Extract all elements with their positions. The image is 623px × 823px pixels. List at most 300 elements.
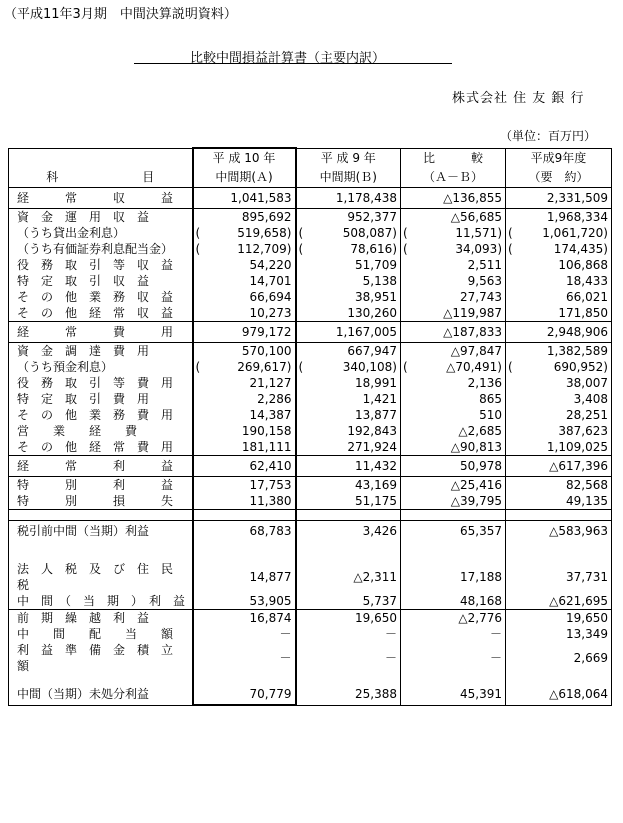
table-row: [9, 322, 612, 343]
value-col-diff-text: 50,978: [460, 459, 502, 473]
value-col-diff: [401, 626, 506, 642]
value-col-a: [193, 477, 296, 494]
value-col-year-text: 2,948,906: [546, 325, 608, 339]
col-b-header-line2: 中間期(Ｂ): [296, 168, 401, 188]
value-col-diff: [401, 561, 506, 593]
value-col-diff-text: △70,491): [446, 360, 502, 374]
row-label: [9, 225, 193, 241]
value-col-year-text: △618,064: [549, 687, 608, 702]
value-col-a: [193, 209, 296, 226]
value-col-b-text: 11,432: [355, 459, 397, 473]
value-col-a-text: 181,111: [241, 440, 292, 454]
open-paren: (: [298, 226, 304, 240]
value-col-a: [193, 343, 296, 360]
income-statement-table: [8, 147, 612, 706]
open-paren: (: [195, 226, 201, 240]
value-col-b: [296, 241, 401, 257]
value-col-diff-text: 45,391: [460, 687, 502, 702]
value-col-year-text: 37,731: [566, 570, 608, 584]
value-col-year: [506, 209, 612, 226]
value-col-diff: [401, 359, 506, 375]
row-spacer: [9, 551, 612, 561]
value-col-a: [193, 642, 296, 674]
row-label: [9, 626, 193, 642]
value-col-diff: [401, 305, 506, 322]
value-col-a: [193, 626, 296, 642]
row-label-text: 特 別 損 失: [17, 494, 174, 508]
value-col-diff: [401, 493, 506, 510]
value-col-year-text: 66,021: [566, 290, 608, 304]
row-label: [9, 209, 193, 226]
company-name: 株式会社 住 友 銀 行: [452, 91, 585, 106]
value-col-diff-text: △136,855: [443, 191, 502, 205]
row-label-text: （うち有価証券利息配当金）: [17, 242, 174, 256]
value-col-b: [296, 561, 401, 593]
value-col-b: [296, 593, 401, 610]
row-label: [9, 684, 193, 705]
value-col-year: [506, 439, 612, 456]
value-col-diff-text: △2,776: [458, 611, 502, 625]
value-col-a: [193, 289, 296, 305]
table-row: [9, 273, 612, 289]
table-row: [9, 407, 612, 423]
value-col-a: [193, 359, 296, 375]
table-row: [9, 626, 612, 642]
value-col-diff-text: 2,511: [467, 258, 502, 272]
table-row: [9, 439, 612, 456]
value-col-b: [296, 257, 401, 273]
value-col-a: [193, 521, 296, 542]
value-col-year: [506, 343, 612, 360]
table-row: [9, 225, 612, 241]
open-paren: (: [403, 360, 408, 374]
value-col-b-text: 5,737: [362, 594, 397, 608]
value-col-a-text: 14,387: [249, 408, 292, 422]
value-col-a: [193, 188, 296, 209]
col-year-header-line1: 平成9年度: [506, 148, 612, 168]
value-col-a-text: 11,380: [249, 494, 292, 508]
table-row: [9, 188, 612, 209]
value-col-b: [296, 289, 401, 305]
value-col-year: [506, 456, 612, 477]
open-paren: (: [195, 242, 201, 256]
value-col-year-text: 13,349: [566, 627, 608, 641]
row-label: [9, 439, 193, 456]
value-col-a: [193, 456, 296, 477]
value-col-diff-text: △90,813: [450, 440, 502, 454]
value-col-a: [193, 593, 296, 610]
value-col-b: [296, 521, 401, 542]
value-col-a: [193, 407, 296, 423]
value-col-b: [296, 477, 401, 494]
value-col-a: [193, 439, 296, 456]
value-col-b: [296, 642, 401, 674]
value-col-diff-text: －: [489, 627, 502, 641]
value-col-year-text: 387,623: [558, 424, 608, 438]
value-col-b-text: 952,377: [347, 210, 397, 224]
value-col-a-text: 16,874: [249, 611, 292, 625]
value-col-b-text: 18,991: [355, 376, 397, 390]
value-col-year: [506, 593, 612, 610]
document-title: 比較中間損益計算書（主要内訳）: [190, 51, 386, 66]
value-col-diff: [401, 521, 506, 542]
value-col-diff: [401, 456, 506, 477]
value-col-a-text: 895,692: [241, 210, 292, 224]
row-label-text: 役 務 取 引 等 収 益: [17, 258, 174, 272]
value-col-a-text: 62,410: [249, 459, 292, 473]
row-label-text: （うち貸出金利息）: [17, 226, 126, 240]
value-col-diff: [401, 477, 506, 494]
value-col-a-text: 53,905: [249, 594, 292, 608]
value-col-year-text: △583,963: [549, 524, 608, 538]
value-col-a-text: 14,701: [249, 274, 292, 288]
value-col-year-text: 690,952): [553, 360, 608, 374]
row-label-text: 特 定 取 引 収 益: [17, 274, 150, 288]
row-label: [9, 343, 193, 360]
value-col-b: [296, 322, 401, 343]
value-col-year: [506, 561, 612, 593]
open-paren: (: [298, 360, 304, 374]
table-row: [9, 593, 612, 610]
value-col-diff: [401, 423, 506, 439]
value-col-diff: [401, 322, 506, 343]
value-col-a-text: 21,127: [249, 376, 292, 390]
value-col-a: [193, 273, 296, 289]
value-col-a-text: 68,783: [249, 524, 292, 538]
row-label: [9, 289, 193, 305]
table-row: [9, 289, 612, 305]
value-col-diff: [401, 375, 506, 391]
open-paren: (: [403, 242, 408, 256]
row-label-text: そ の 他 経 常 費 用: [17, 440, 174, 454]
row-label-text: 営 業 経 費: [17, 424, 138, 438]
value-col-year-text: 2,669: [573, 651, 608, 665]
value-col-b: [296, 359, 401, 375]
value-col-b: [296, 305, 401, 322]
row-label: [9, 188, 193, 209]
value-col-diff-text: △97,847: [450, 344, 502, 358]
value-col-b: [296, 610, 401, 627]
value-col-year-text: 171,850: [558, 306, 608, 320]
value-col-year: [506, 289, 612, 305]
value-col-a: [193, 423, 296, 439]
value-col-b: [296, 684, 401, 705]
value-col-year-text: △617,396: [549, 459, 608, 473]
value-col-diff-text: △2,685: [458, 424, 502, 438]
value-col-b-text: 78,616): [350, 242, 397, 256]
value-col-a: [193, 375, 296, 391]
value-col-a: [193, 241, 296, 257]
value-col-b: [296, 626, 401, 642]
value-col-year: [506, 188, 612, 209]
value-col-b-text: 667,947: [347, 344, 397, 358]
value-col-b: [296, 343, 401, 360]
value-col-diff: [401, 391, 506, 407]
row-label-text: 中 間 配 当 額: [17, 627, 174, 641]
row-label: [9, 391, 193, 407]
value-col-b: [296, 493, 401, 510]
value-col-diff: [401, 209, 506, 226]
value-col-diff: [401, 407, 506, 423]
value-col-diff: [401, 188, 506, 209]
value-col-year: [506, 273, 612, 289]
row-label-text: 中間（当期）未処分利益: [17, 687, 150, 702]
value-col-b-text: 130,260: [347, 306, 397, 320]
row-label: [9, 241, 193, 257]
row-spacer: [9, 541, 612, 551]
value-col-diff: [401, 289, 506, 305]
value-col-a: [193, 391, 296, 407]
row-label: [9, 273, 193, 289]
value-col-year-text: 82,568: [566, 478, 608, 492]
row-label: [9, 375, 193, 391]
value-col-b-text: 43,169: [355, 478, 397, 492]
row-label: [9, 257, 193, 273]
value-col-a: [193, 257, 296, 273]
value-col-b: [296, 225, 401, 241]
row-label: [9, 593, 193, 610]
value-col-a-text: 70,779: [249, 687, 292, 701]
value-col-year: [506, 407, 612, 423]
value-col-year-text: 106,868: [558, 258, 608, 272]
value-col-diff: [401, 593, 506, 610]
table-row: [9, 642, 612, 674]
value-col-b-text: 38,951: [355, 290, 397, 304]
value-col-b-text: 3,426: [362, 524, 397, 538]
row-label-text: そ の 他 経 常 収 益: [17, 306, 174, 320]
value-col-year-text: 1,382,589: [546, 344, 608, 358]
value-col-year-text: 3,408: [573, 392, 608, 406]
value-col-a-text: 14,877: [249, 570, 292, 584]
value-col-a-text: 17,753: [249, 478, 292, 492]
value-col-year: [506, 305, 612, 322]
value-col-diff: [401, 642, 506, 674]
value-col-year: [506, 241, 612, 257]
row-label-text: 利 益 準 備 金 積 立 額: [17, 643, 186, 673]
value-col-a-text: 1,041,583: [230, 191, 292, 205]
value-col-b: [296, 209, 401, 226]
open-paren: (: [508, 226, 513, 240]
value-col-diff-text: 510: [479, 408, 502, 422]
value-col-year: [506, 225, 612, 241]
row-label-text: 税引前中間（当期）利益: [17, 524, 150, 538]
value-col-a-text: 269,617): [237, 360, 292, 374]
row-label-text: 特 別 利 益: [17, 478, 174, 492]
col-a-header-line1: 平 成 10 年: [193, 148, 296, 168]
table-row: [9, 375, 612, 391]
value-col-a: [193, 493, 296, 510]
value-col-diff-text: 9,563: [467, 274, 502, 288]
value-col-year: [506, 423, 612, 439]
row-spacer: [9, 674, 612, 684]
row-label: [9, 642, 193, 674]
value-col-b: [296, 391, 401, 407]
value-col-a-text: 979,172: [241, 325, 292, 339]
value-col-diff: [401, 343, 506, 360]
table-row: [9, 359, 612, 375]
row-label: [9, 305, 193, 322]
row-label: [9, 407, 193, 423]
row-label: [9, 359, 193, 375]
value-col-a-text: 2,286: [257, 392, 292, 406]
open-paren: (: [508, 242, 513, 256]
title-underline: [134, 63, 452, 64]
row-label-text: （うち預金利息）: [17, 360, 114, 374]
row-label: [9, 493, 193, 510]
table-row: [9, 305, 612, 322]
value-col-diff: [401, 241, 506, 257]
table-row: [9, 477, 612, 494]
row-label-text: 経 常 収 益: [17, 191, 174, 205]
value-col-b-text: 508,087): [342, 226, 397, 240]
value-col-year-text: 49,135: [566, 494, 608, 508]
value-col-diff-text: 11,571): [455, 226, 502, 240]
value-col-b-text: 192,843: [347, 424, 397, 438]
table-row: [9, 610, 612, 627]
row-label-text: そ の 他 業 務 収 益: [17, 290, 174, 304]
value-col-b-text: 1,178,438: [335, 191, 397, 205]
value-col-b-text: 1,421: [362, 392, 397, 406]
row-spacer: [9, 510, 612, 521]
value-col-b-text: △2,311: [353, 570, 397, 584]
value-col-diff-text: 34,093): [455, 242, 502, 256]
value-col-diff: [401, 684, 506, 705]
value-col-b-text: 13,877: [355, 408, 397, 422]
value-col-year: [506, 375, 612, 391]
value-col-diff: [401, 439, 506, 456]
value-col-b: [296, 439, 401, 456]
value-col-b-text: 19,650: [355, 611, 397, 625]
table-row: [9, 257, 612, 273]
value-col-a-text: 10,273: [249, 306, 292, 320]
value-col-diff: [401, 257, 506, 273]
value-col-b: [296, 423, 401, 439]
value-col-b-text: 340,108): [342, 360, 397, 374]
subject-header: 科 目: [9, 168, 193, 188]
open-paren: (: [195, 360, 201, 374]
value-col-b-text: 51,175: [355, 494, 397, 508]
unit-label: （単位：百万円）: [500, 129, 597, 143]
value-col-diff-text: 2,136: [467, 376, 502, 390]
value-col-a-text: 66,694: [249, 290, 292, 304]
value-col-year-text: 1,061,720): [542, 226, 608, 240]
row-label: [9, 521, 193, 542]
value-col-diff-text: △56,685: [450, 210, 502, 224]
table-row: [9, 493, 612, 510]
header-row-2: [9, 168, 612, 188]
value-col-a: [193, 561, 296, 593]
value-col-b-text: 271,924: [347, 440, 397, 454]
value-col-b: [296, 375, 401, 391]
row-label: [9, 610, 193, 627]
value-col-year-text: 28,251: [566, 408, 608, 422]
value-col-diff-text: 865: [479, 392, 502, 406]
row-label: [9, 456, 193, 477]
value-col-b: [296, 407, 401, 423]
value-col-year-text: 38,007: [566, 376, 608, 390]
value-col-b-text: －: [384, 627, 397, 641]
value-col-b-text: －: [384, 651, 397, 665]
value-col-diff-text: △187,833: [443, 325, 502, 339]
value-col-a-text: 570,100: [241, 344, 292, 358]
row-label: [9, 477, 193, 494]
value-col-year: [506, 359, 612, 375]
value-col-year: [506, 684, 612, 705]
table-row: [9, 391, 612, 407]
row-label: [9, 322, 193, 343]
value-col-b: [296, 456, 401, 477]
value-col-a: [193, 305, 296, 322]
value-col-diff-text: 65,357: [460, 524, 502, 538]
value-col-year-text: 2,331,509: [546, 191, 608, 205]
value-col-year: [506, 391, 612, 407]
value-col-a: [193, 610, 296, 627]
value-col-b-text: 5,138: [362, 274, 397, 288]
value-col-b-text: 1,167,005: [335, 325, 397, 339]
value-col-diff: [401, 273, 506, 289]
value-col-year: [506, 493, 612, 510]
value-col-year: [506, 477, 612, 494]
table-row: [9, 343, 612, 360]
row-label-text: 前 期 繰 越 利 益: [17, 611, 150, 625]
value-col-a-text: 112,709): [237, 242, 292, 256]
value-col-diff: [401, 225, 506, 241]
row-label: [9, 423, 193, 439]
value-col-diff: [401, 610, 506, 627]
value-col-b: [296, 273, 401, 289]
value-col-diff-text: 48,168: [460, 594, 502, 608]
open-paren: (: [508, 360, 513, 374]
value-col-year: [506, 521, 612, 542]
value-col-diff-text: △119,987: [443, 306, 502, 320]
value-col-a: [193, 322, 296, 343]
row-label-text: 中 間 （ 当 期 ） 利 益: [17, 594, 186, 608]
value-col-year: [506, 610, 612, 627]
row-label-text: 役 務 取 引 等 費 用: [17, 376, 174, 390]
table-row: [9, 456, 612, 477]
value-col-diff-text: －: [489, 651, 502, 665]
value-col-a-text: 519,658): [237, 226, 292, 240]
subject-header-top: [9, 148, 193, 168]
value-col-year: [506, 257, 612, 273]
document-subtitle: （平成11年3月期 中間決算説明資料）: [4, 7, 237, 22]
value-col-year: [506, 642, 612, 674]
value-col-year-text: 18,433: [566, 274, 608, 288]
col-diff-header-line1: 比 較: [401, 148, 506, 168]
row-label-text: 法 人 税 及 び 住 民 税: [17, 562, 186, 592]
value-col-year-text: 19,650: [566, 611, 608, 625]
value-col-b-text: 25,388: [355, 687, 397, 702]
table-row: [9, 561, 612, 593]
col-a-header-line2: 中間期(Ａ): [193, 168, 296, 188]
row-label: [9, 561, 193, 593]
col-b-header-line1: 平 成 9 年: [296, 148, 401, 168]
col-year-header-line2: （要 約）: [506, 168, 612, 188]
value-col-year-text: 174,435): [553, 242, 608, 256]
value-col-year-text: △621,695: [549, 594, 608, 608]
value-col-a-text: 54,220: [249, 258, 292, 272]
value-col-a: [193, 684, 296, 705]
row-label-text: 経 常 利 益: [17, 459, 174, 473]
table-row: [9, 684, 612, 705]
value-col-a-text: 190,158: [241, 424, 292, 438]
value-col-year: [506, 626, 612, 642]
value-col-year-text: 1,968,334: [546, 210, 608, 224]
value-col-diff-text: △39,795: [450, 494, 502, 508]
value-col-b: [296, 188, 401, 209]
open-paren: (: [298, 242, 304, 256]
row-label-text: 特 定 取 引 費 用: [17, 392, 150, 406]
